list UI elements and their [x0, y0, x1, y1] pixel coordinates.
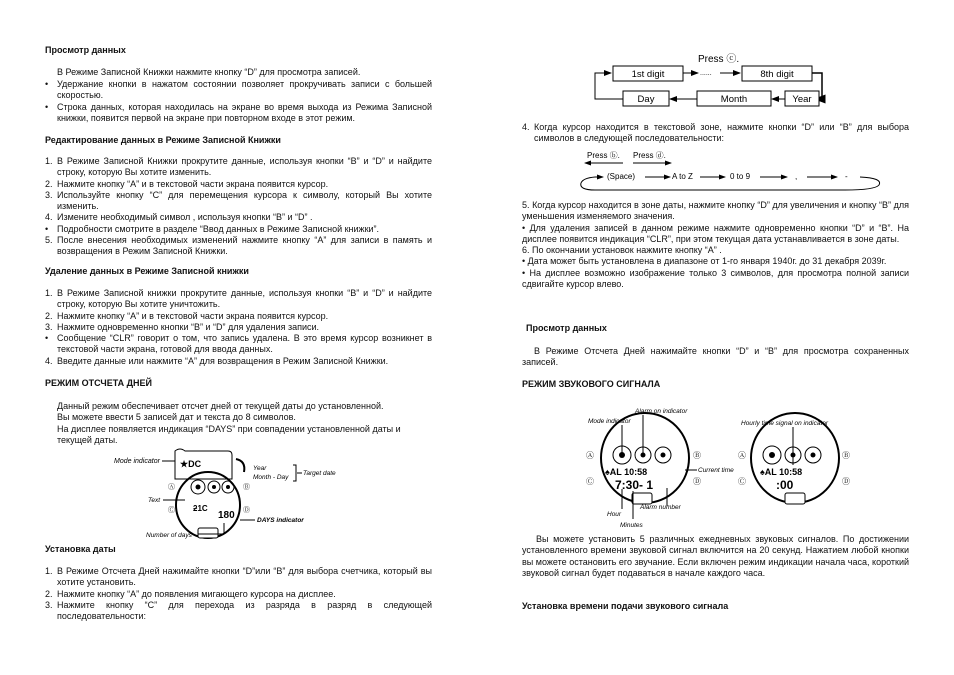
list-item-text: Измените необходимый символ , используя кнопки “B” и “D” . — [57, 212, 313, 223]
list-item-text: Строка данных, которая находилась на экране во время выхода из Режима Записной книжки, появится первой на экране при повторном входе в этот режим. — [57, 101, 432, 123]
list-item: • Удержание кнопки в нажатом состоянии позволяет прокручивать записи с большей скоростью. — [45, 79, 432, 101]
paragraph: 5. Когда курсор находится в зоне даты, нажмите кнопку “D” для увеличения и кнопку “B” для уменьшения изменяемого значения. — [522, 200, 909, 222]
button-d-icon: Ⓓ — [693, 477, 701, 486]
seq-a-to-z: A to Z — [672, 172, 693, 181]
section-heading: РЕЖИМ ЗВУКОВОГО СИГНАЛА — [522, 379, 661, 389]
days-mode-watch-diagram — [100, 445, 340, 545]
display-line2: 7:30- 1 — [615, 478, 654, 492]
label-hourly-signal: Hourly time signal on indicator — [741, 420, 829, 427]
list-marker: 4. — [45, 212, 53, 223]
numbered-list — [45, 288, 432, 367]
button-d-icon: Ⓓ — [243, 507, 250, 514]
text-line: Вы можете ввести 5 записей дат и текста до 8 символов. — [57, 412, 296, 423]
list-marker: 4. — [45, 355, 53, 366]
numbered-list — [522, 122, 909, 145]
list-item-text: После внесения необходимых изменений нажмите кнопку “A” для записи в память и возвращения в Режим Записной Книжки. — [57, 235, 432, 257]
list-item — [45, 179, 432, 190]
seq-0-to-9: 0 to 9 — [730, 172, 751, 181]
list-item-text: Нажмите одновременно кнопки “B” и “D” для удаления записи. — [57, 321, 320, 332]
label-minutes: Minutes — [620, 522, 643, 529]
list-item — [45, 190, 432, 213]
list-item-text: В Режиме Отсчета Дней нажимайте кнопки “D”или “B” для выбора счетчика, который вы хотите установить. — [57, 566, 432, 588]
label-mode-indicator: Mode indicator — [588, 418, 631, 425]
display-line1: ♠AL 10:58 — [605, 467, 648, 477]
label-current-time: Current time — [698, 467, 734, 474]
display-line2: :00 — [776, 478, 794, 492]
list-item-text: Нажмите кнопку “A” и в текстовой части экрана появится курсор. — [57, 310, 329, 321]
list-item — [45, 156, 432, 179]
list-item — [45, 322, 432, 333]
list-item — [45, 566, 432, 589]
list-item — [45, 311, 432, 322]
paragraph: • Дата может быть установлена в диапазоне от 1-го января 1940г. до 31 декабря 2039г. — [522, 256, 887, 267]
button-c-icon: Ⓒ — [586, 477, 594, 486]
list-marker: 3. — [45, 189, 53, 200]
list-item-text: Подробности смотрите в разделе “Ввод данных в Режиме Записной книжки”. — [57, 223, 380, 234]
list-item-text: Сообщение “CLR” говорит о том, что запись удалена. В это время курсор возникнет в текстовой части экрана, готовой для ввода данных. — [57, 333, 432, 355]
character-sequence-diagram — [575, 148, 890, 196]
list-marker: 2. — [45, 178, 53, 189]
list-item — [45, 356, 432, 367]
list-item — [45, 589, 432, 600]
press-b-label: Press ⓑ. — [587, 151, 620, 160]
list-item-text: Введите данные или нажмите “A” для возвращения в Режим Записной Книжки. — [57, 355, 389, 366]
list-marker: 1. — [45, 566, 53, 576]
label-text: Text — [148, 497, 161, 504]
box-day: Day — [637, 94, 655, 105]
list-item — [522, 122, 909, 145]
label-hour: Hour — [607, 511, 622, 518]
alarm-watch-diagram — [585, 403, 735, 531]
section-heading: Удаление данных в Режиме Записной книжки — [45, 266, 249, 276]
paragraph: В Режиме Отсчета Дней нажимайте кнопки “D” и “B” для просмотра сохраненных записей. — [522, 346, 909, 368]
display-text: ƻ1C — [193, 504, 208, 513]
label-number-of-days: Number of days — [146, 532, 192, 539]
list-item — [45, 333, 432, 356]
list-marker: 1. — [45, 288, 53, 298]
list-marker: • — [45, 223, 49, 234]
list-item-text: Удержание кнопки в нажатом состоянии позволяет прокручивать записи с большей скоростью. — [57, 79, 432, 101]
list-item-text: Используйте кнопку “C” для перемещения курсора к символу, который Вы хотите изменить. — [57, 189, 432, 212]
box-year: Year — [792, 94, 812, 105]
numbered-list — [45, 156, 432, 258]
section-heading: Установка даты — [45, 544, 116, 554]
button-d-icon: Ⓓ — [842, 477, 850, 486]
list-marker: 4. — [522, 122, 530, 132]
list-marker: 1. — [45, 156, 53, 166]
button-b-icon: Ⓑ — [693, 451, 701, 460]
list-marker: 2. — [45, 310, 53, 321]
button-a-icon: Ⓐ — [586, 451, 594, 460]
settings-notes — [522, 200, 909, 290]
button-a-icon: Ⓐ — [738, 451, 746, 460]
section-heading: Редактирование данных в Режиме Записной Книжки — [45, 135, 281, 145]
label-mode-indicator: Mode indicator — [114, 458, 160, 465]
label-alarm-on: Alarm on indicator — [635, 408, 688, 415]
section-heading: РЕЖИМ ОТСЧЕТА ДНЕЙ — [45, 378, 153, 388]
section-heading: Установка времени подачи звукового сигнала — [522, 601, 729, 611]
seq-comma: , — [795, 172, 798, 181]
paragraph: В Режиме Записной Книжки нажмите кнопку “D” для просмотра записей. — [57, 67, 361, 77]
box-month: Month — [720, 94, 748, 105]
label-year: Year — [253, 465, 267, 472]
box-1st-digit: 1st digit — [631, 69, 665, 80]
paragraph: 6. По окончании установок нажмите кнопку “A” . — [522, 245, 722, 256]
button-c-icon: Ⓒ — [168, 507, 175, 514]
press-c-label: Press ⓒ. — [698, 54, 740, 65]
display-top: ★DC — [180, 459, 202, 469]
section-heading: Просмотр данных — [526, 323, 607, 333]
seq-space: (Space) — [607, 172, 636, 181]
button-c-icon: Ⓒ — [738, 477, 746, 486]
text-line: На дисплее появляется индикация “DAYS” при совпадении установленной даты и текущей даты. — [57, 423, 401, 445]
paragraph — [45, 401, 432, 446]
list-item — [45, 288, 432, 311]
label-alarm-number: Alarm number — [640, 504, 681, 511]
paragraph: • На дисплее возможно изображение только 3 символов, для просмотра полной записи сдвигайте курсор влево. — [522, 267, 909, 290]
list-item-text: Нажмите кнопку “C” для перехода из разряда в разряд в следующей последовательности: — [57, 599, 432, 622]
button-b-icon: Ⓑ — [842, 451, 850, 460]
digit-sequence-diagram — [590, 48, 830, 110]
box-8th-digit: 8th digit — [760, 69, 794, 80]
list-item — [45, 235, 432, 258]
dots: ...... — [700, 70, 712, 77]
button-b-icon: Ⓑ — [243, 484, 250, 491]
label-target-date: Target date — [303, 470, 336, 477]
list-item — [45, 212, 432, 223]
paragraph: Вы можете установить 5 различных ежедневных звуковых сигналов. По достижении установленного времени звуковой сигнал включится на 20 секунд. Нажатием любой кнопки вы можете остановить его звучание. Если включен режим индикации начала часа, короткий звуковой сигнал будет подаваться в начале каждого часа. — [522, 534, 909, 578]
label-month-day: Month - Day — [253, 474, 289, 481]
list-item — [45, 224, 432, 235]
list-item-text: Нажмите кнопку “A” и в текстовой части экрана появится курсор. — [57, 178, 329, 189]
list-marker: 3. — [45, 321, 53, 332]
hourly-signal-watch-diagram — [738, 403, 868, 508]
list-item — [45, 600, 432, 623]
list-item-text: В Режиме Записной книжки прокрутите данные, используя кнопки “B” и “D” и найдите строку, которую Вы хотите уничтожить. — [57, 288, 432, 310]
section-heading: Просмотр данных — [45, 45, 126, 55]
text-line: Данный режим обеспечивает отсчет дней от текущей даты до установленной. — [57, 401, 384, 411]
list-item: • Строка данных, которая находилась на экране во время выхода из Режима Записной книжки, появится первой на экране при повторном входе в этот режим. — [45, 101, 432, 123]
list-marker: 2. — [45, 588, 53, 599]
list-item-text: Когда курсор находится в текстовой зоне, нажмите кнопки “D” или “B” для выбора символов в следующей последовательности: — [534, 122, 909, 144]
list-marker: 3. — [45, 599, 53, 610]
bullet-list — [45, 79, 432, 124]
display-days: 180 — [218, 510, 235, 521]
seq-dash: - — [845, 172, 848, 181]
display-line1: ♠AL 10:58 — [760, 467, 803, 477]
list-item-text: Нажмите кнопку “A” до появления мигающего курсора на дисплее. — [57, 588, 336, 599]
list-marker: • — [45, 333, 49, 344]
list-item-text: В Режиме Записной Книжки прокрутите данные, используя кнопки “B” и “D” и найдите строку, которую Вы хотите изменить. — [57, 156, 432, 178]
button-a-icon: Ⓐ — [168, 484, 175, 491]
label-days-indicator: DAYS indicator — [257, 517, 304, 524]
press-d-label: Press ⓓ. — [633, 151, 666, 160]
numbered-list — [45, 566, 432, 622]
paragraph: • Для удаления записей в данном режиме нажмите одновременно кнопки “D” и “B”. На дисплее появится индикация “CLR”, при этом текущая дата устанавливается в зоне даты. — [522, 222, 909, 244]
list-marker: 5. — [45, 235, 53, 246]
